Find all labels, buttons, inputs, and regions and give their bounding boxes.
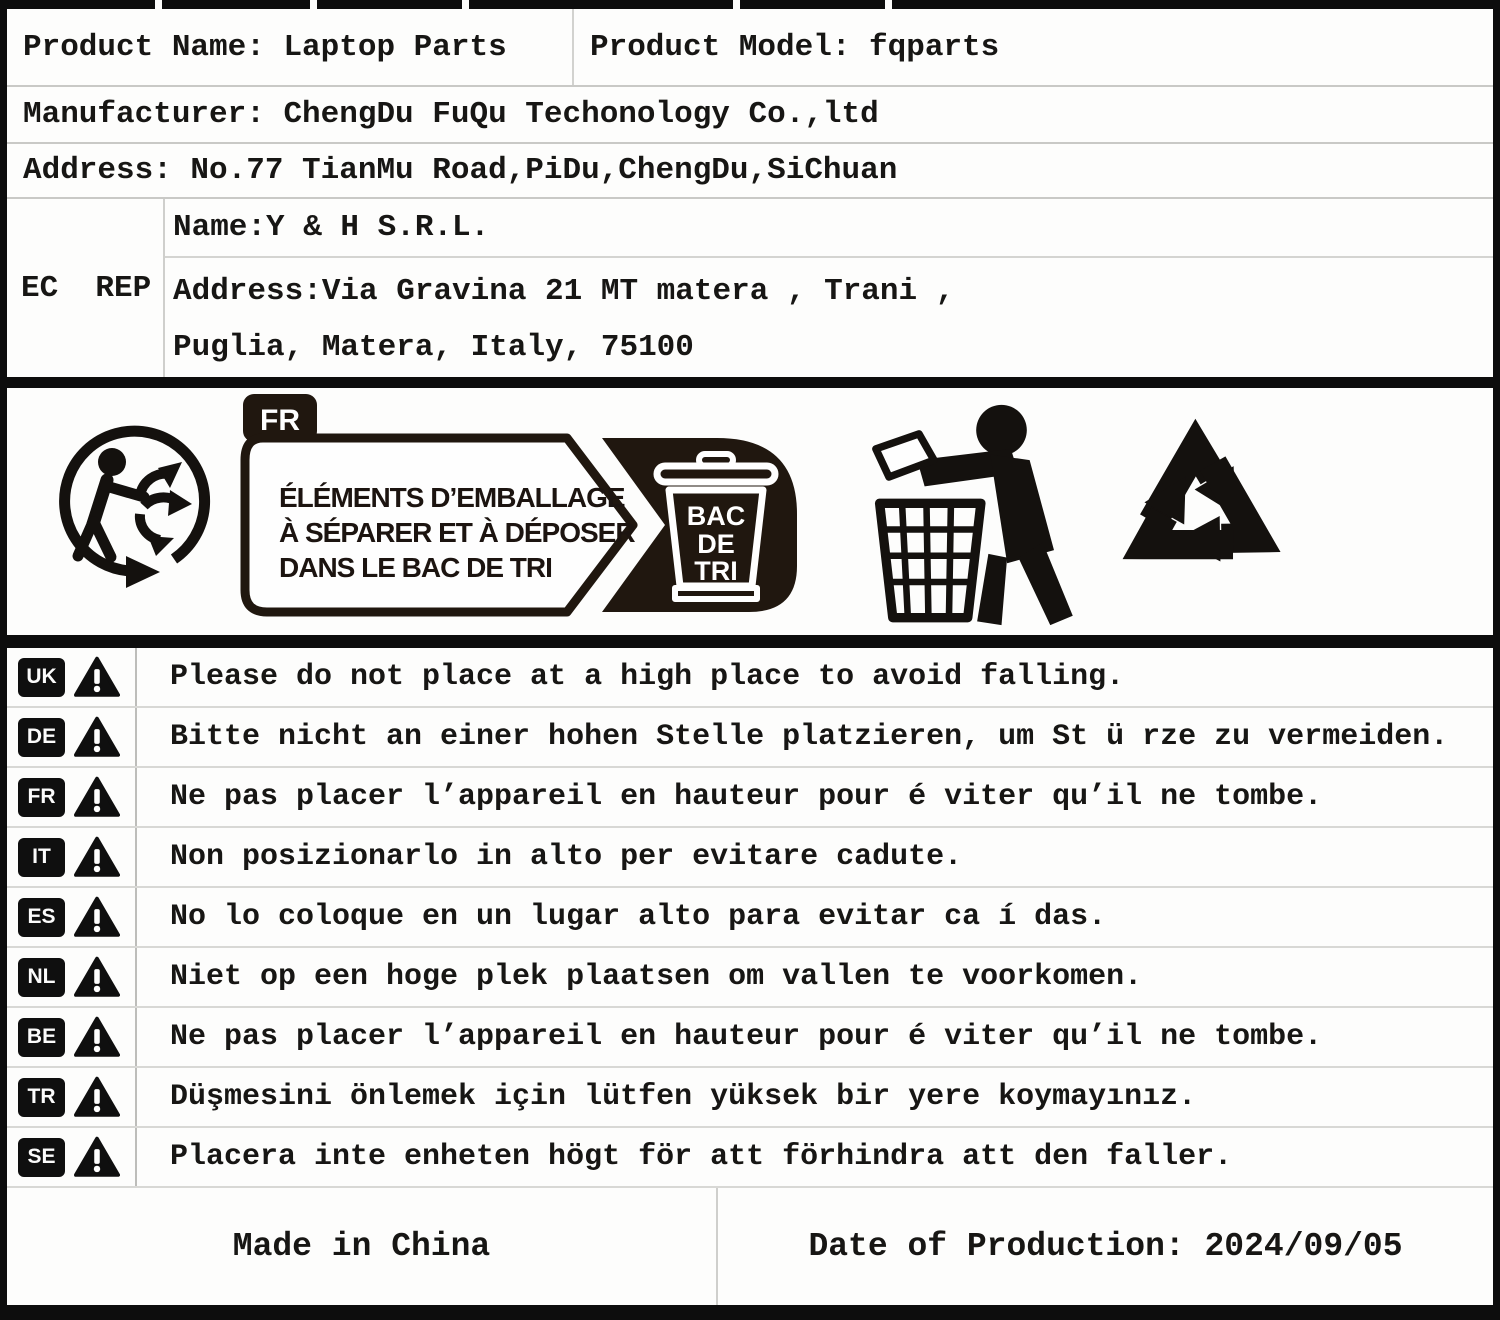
- product-info-table: [7, 9, 1493, 377]
- warning-badges-cell: [7, 1128, 137, 1186]
- language-code-badge: IT: [18, 838, 65, 877]
- language-code-badge: SE: [18, 1138, 65, 1177]
- warning-badges-cell: [7, 948, 137, 1006]
- border-tick: [462, 0, 469, 9]
- ec-rep-details: [165, 199, 1493, 377]
- border-tick: [885, 0, 892, 9]
- warning-badges-cell: [7, 1008, 137, 1066]
- ec-rep-name-row: [165, 199, 1493, 258]
- table-row: [7, 144, 1493, 199]
- warnings-table: [7, 648, 1493, 1188]
- warning-text: Please do not place at a high place to avoid falling.: [170, 660, 1125, 694]
- product-name-cell: [7, 9, 572, 85]
- bottom-border-bar: [0, 1305, 1500, 1320]
- warning-row: [7, 768, 1493, 828]
- warning-row: [7, 1068, 1493, 1128]
- language-code-badge: BE: [18, 1018, 65, 1057]
- section-divider: [7, 377, 1493, 388]
- warning-badges-cell: [7, 648, 137, 706]
- warning-triangle-icon: [74, 716, 120, 758]
- warning-triangle-icon: [74, 656, 120, 698]
- border-tick: [310, 0, 317, 9]
- warning-triangle-icon: [74, 1016, 120, 1058]
- language-code-badge: NL: [18, 958, 65, 997]
- warning-triangle-icon: [74, 956, 120, 998]
- warning-triangle-icon: [74, 836, 120, 878]
- warning-text: Ne pas placer l’appareil en hauteur pour é viter qu’il ne tombe.: [170, 780, 1323, 814]
- manufacturer-text: Manufacturer: ChengDu FuQu Techonology Co.,ltd: [23, 97, 879, 132]
- ec-rep-address-line2: Puglia, Matera, Italy, 75100: [173, 330, 694, 366]
- product-model-cell: [572, 9, 1493, 85]
- warning-badges-cell: [7, 828, 137, 886]
- warning-row: [7, 828, 1493, 888]
- product-model-text: Product Model: fqparts: [590, 29, 1000, 65]
- ec-rep-name: Name:Y & H S.R.L.: [173, 210, 490, 245]
- bin-line-3: TRI: [694, 556, 738, 586]
- ec-rep-address-line1: Address:Via Gravina 21 MT matera , Trani ,: [173, 274, 955, 309]
- bubble-line-3: DANS LE BAC DE TRI: [279, 552, 552, 583]
- border-tick: [733, 0, 740, 9]
- table-row: [7, 87, 1493, 144]
- warning-row: [7, 948, 1493, 1008]
- manufacturer-address-text: Address: No.77 TianMu Road,PiDu,ChengDu,SiChuan: [23, 153, 898, 188]
- production-date-text: Date of Production: 2024/09/05: [808, 1228, 1403, 1265]
- ec-rep-block: [7, 199, 1493, 377]
- language-code-badge: ES: [18, 898, 65, 937]
- table-row: [7, 9, 1493, 87]
- warning-badges-cell: [7, 708, 137, 766]
- production-date-cell: [718, 1188, 1493, 1305]
- language-code-badge: FR: [18, 778, 65, 817]
- warning-row: [7, 648, 1493, 708]
- warning-badges-cell: [7, 768, 137, 826]
- sorting-bin-bac-de-tri-icon: [237, 394, 807, 622]
- bin-line-1: BAC: [686, 501, 746, 531]
- section-divider: [7, 635, 1493, 648]
- warning-text: Bitte nicht an einer hohen Stelle platzieren, um St ü rze zu vermeiden.: [170, 720, 1449, 754]
- bubble-line-2: À SÉPARER ET À DÉPOSER: [279, 517, 635, 548]
- mobius-recycle-icon: [1102, 410, 1297, 610]
- warning-text: Ne pas placer l’appareil en hauteur pour é viter qu’il ne tombe.: [170, 1020, 1323, 1054]
- footer-row: [7, 1188, 1493, 1305]
- warning-triangle-icon: [74, 896, 120, 938]
- made-in-cell: [7, 1188, 718, 1305]
- border-tick: [155, 0, 162, 9]
- warning-text: Non posizionarlo in alto per evitare cadute.: [170, 840, 963, 874]
- warning-badges-cell: [7, 1068, 137, 1126]
- bubble-line-1: ÉLÉMENTS D’EMBALLAGE: [279, 482, 625, 513]
- warning-triangle-icon: [74, 1136, 120, 1178]
- triman-recycling-icon: [49, 416, 219, 596]
- warning-triangle-icon: [74, 1076, 120, 1118]
- product-name-text: Product Name: Laptop Parts: [23, 29, 507, 65]
- language-code-badge: TR: [18, 1078, 65, 1117]
- warning-text: No lo coloque en un lugar alto para evitar ca í das.: [170, 900, 1107, 934]
- label-frame: [0, 9, 1500, 1305]
- warning-row: [7, 888, 1493, 948]
- warning-badges-cell: [7, 888, 137, 946]
- warning-row: [7, 1008, 1493, 1068]
- ec-rep-address-row: [165, 258, 1493, 377]
- warning-triangle-icon: [74, 776, 120, 818]
- ec-rep-label: EC REP: [21, 270, 152, 306]
- warning-text: Niet op een hoge plek plaatsen om vallen te voorkomen.: [170, 960, 1143, 994]
- top-border-bar: [0, 0, 1500, 9]
- fr-tag-text: FR: [260, 404, 300, 437]
- warning-text: Düşmesini önlemek için lütfen yüksek bir yere koymayınız.: [170, 1080, 1197, 1114]
- language-code-badge: UK: [18, 658, 65, 697]
- language-code-badge: DE: [18, 718, 65, 757]
- made-in-text: Made in China: [232, 1228, 491, 1265]
- tidyman-litter-disposal-icon: [859, 402, 1084, 627]
- bin-line-2: DE: [697, 529, 735, 559]
- warning-row: [7, 1128, 1493, 1188]
- ec-rep-label-cell: [7, 199, 165, 377]
- warning-row: [7, 708, 1493, 768]
- warning-text: Placera inte enheten högt för att förhindra att den faller.: [170, 1140, 1233, 1174]
- recycling-band: [7, 388, 1493, 635]
